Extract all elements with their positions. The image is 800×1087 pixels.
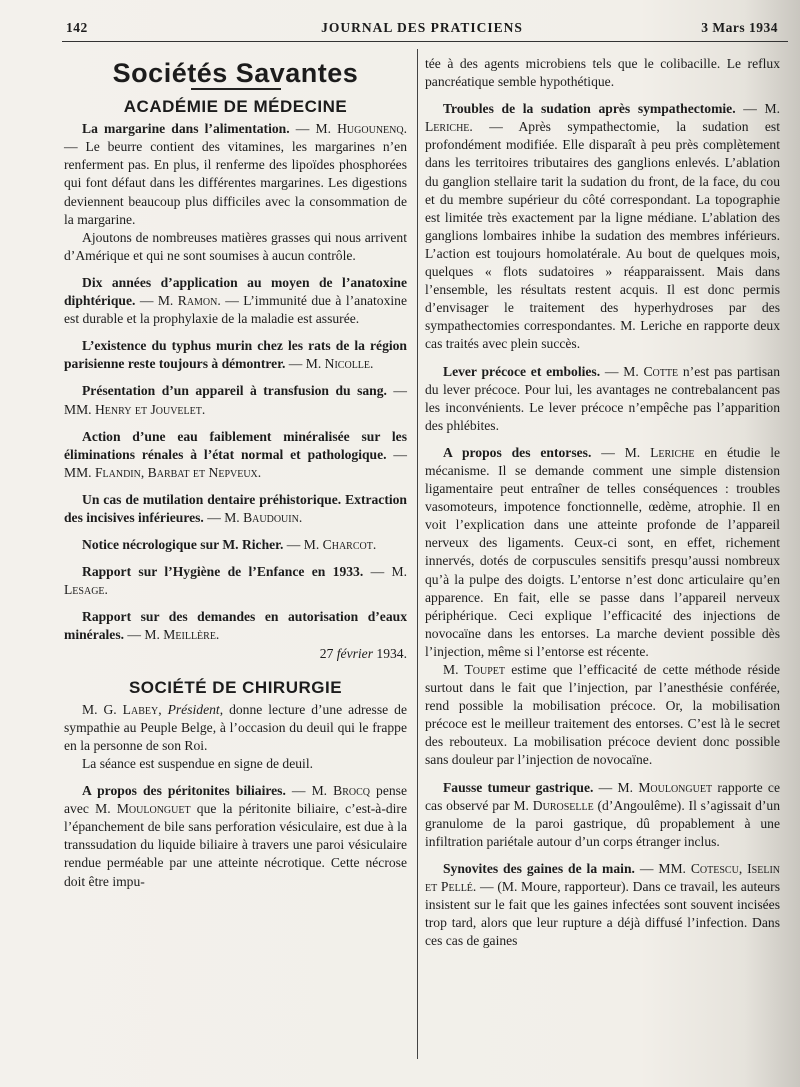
article-body: n’est pas partisan du lever précoce. Pour lui, les avantages ne contrebalancent pas les inconvénients. Le lever précoce n’empêche pas l’apparition des phlébites. — [425, 363, 780, 433]
article-eau-mineralisee — [64, 428, 407, 482]
article-author: — M. Ramon. — [135, 293, 221, 309]
article-author: — M. Charcot. — [283, 537, 377, 553]
article-author: — M. Leriche. — [425, 101, 780, 135]
article-title: Lever précoce et embolies. — [443, 363, 601, 379]
article-body: en étudie le mécanisme. Il se demande comment une simple distension ligamentaire peut entraîner de telles conséquences : troubles vasomoteurs, impotence fonctionnelle, œdème, atrophie. Il en voit l’explication dans une atteinte profonde de l’appareil nerveux des ligaments. Ceux-ci sont, en effet, richement innervés, dotés de corpuscules sensitifs presqu’aussi nombreux qu’à la pulpe des doigts. L’entorse n’est donc articulaire qu’en apparence. En fait, elle se passe dans l’appareil nerveux périphérique. Ceci explique l’efficacité des injections de novocaïne dans les entorses. La marche devient possible dès l’injection, même si l’entorse est récente. — [425, 444, 780, 659]
article-title: Fausse tumeur gastrique. — [443, 779, 594, 795]
article-sudation — [425, 100, 780, 353]
article-title: Rapport sur l’Hygiène de l’Enfance en 1933. — [82, 564, 364, 580]
title-rule — [191, 88, 281, 90]
article-entorses-toupet — [425, 661, 780, 770]
opening-text: , donne lecture d’une adresse de sympathie au Peuple Belge, à l’occasion du deuil qui le frappe en la personne de son Roi. — [64, 701, 407, 753]
article-lever-precoce — [425, 363, 780, 435]
article-peritonites — [64, 782, 407, 891]
article-author: — MM. Henry et Jouvelet. — [64, 383, 407, 417]
article-notice-richer — [64, 536, 407, 554]
article-entorses — [425, 444, 780, 661]
section-title-chirurgie: SOCIÉTÉ DE CHIRURGIE — [128, 677, 343, 697]
article-rapporteur: — (M. Moure, rapporteur). — [476, 879, 629, 895]
article-body: — Après sympathectomie, la sudation est profondément modifiée. Elle disparaît à peu près complètement dans les territoires tributaires des ganglions enlevés. L’ablation du ganglion stellaire tarit la sudation du front, de la face, du cou et du membre supérieur du côté correspondant. La topographie est limitée très exactement par la ligne médiane. L’ablation des ganglions lombaires inhibe la sudation des membres inférieurs. L’action est toujours homolatérale. Au bout de quelques mois, quelques « flots sudatoires » réapparaissent. Mais dans l’ensemble, les résultats restent acquis. Il est donc permis d’envisager le traitement des hyperhydroses par des sympathectomies correspondantes. M. Leriche en rapporte deux cas traités avec plein succès. — [425, 119, 780, 352]
article-author: — M. Leriche — [591, 444, 695, 460]
article-title: A propos des entorses. — [443, 444, 592, 460]
article-author: — M. Lesage. — [64, 564, 407, 598]
article-body: rapporte ce cas observé par — [425, 779, 780, 813]
header-rule — [62, 41, 788, 42]
article-body: Dans ce travail, les auteurs insistent sur le fait que les gaines infectées sont souvent incisées trop tard, alors que leur rupture a déjà diffusé l’infection. Dans ces cas de gaines — [425, 879, 780, 949]
article-hygiene-enfance — [64, 563, 407, 599]
article-transfusion — [64, 382, 407, 418]
article-cited-author: M. Moulonguet — [95, 801, 191, 817]
article-margarine — [64, 120, 407, 229]
article-body-cont: (d’Angoulême). Il s’agissait d’un granulome de la paroi gastrique, dû propablement à une infiltration pariétale autour d’un corps étranger inclus. — [425, 797, 781, 849]
chirurgie-opening — [64, 701, 407, 755]
article-author: — M. Nicolle. — [285, 356, 374, 372]
article-title: Troubles de la sudation après sympathectomie. — [443, 101, 736, 117]
article-body: — L’immunité due à l’anatoxine est durable et la prophylaxie de la maladie est assurée. — [64, 293, 407, 327]
section-title-academie: ACADÉMIE DE MÉDECINE — [123, 97, 348, 117]
article-body: — Le beurre contient des vitamines, les margarines n’en renferment pas. En plus, il renferme des lipoïdes phosphorées qui font défaut dans les différentes margarines. Les digestions deviennent beaucoup plus difficiles avec la consommation de la margarine. — [64, 139, 407, 227]
article-title: Dix années d’application au moyen de l’anatoxine diphtérique. — [64, 274, 407, 309]
article-title: A propos des péritonites biliaires. — [82, 783, 286, 799]
journal-title: JOURNAL DES PRATICIENS — [321, 20, 523, 35]
issue-date: 3 Mars 1934 — [701, 20, 778, 35]
article-author: — MM. Flandin, Barbat et Nepveux. — [64, 446, 407, 480]
article-author: — M. Cotte — [600, 363, 679, 379]
article-title: Rapport sur des demandes en autorisation d’eaux minérales. — [64, 609, 407, 643]
article-cited-author: M. Duroselle — [513, 797, 594, 813]
article-margarine-cont: Ajoutons de nombreuses matières grasses qui nous arrivent d’Amérique et qui ne sont soumises à aucun contrôle. — [64, 229, 407, 263]
chirurgie-suspension: La séance est suspendue en signe de deuil. — [82, 756, 314, 771]
session-date-month: février — [336, 645, 374, 661]
article-body-cont: estime que l’efficacité de cette méthode réside surtout dans le fait que l’injection, par l’anesthésie conférée, rend possible la mobilisation précoce. Or, la mobilisation précoce est le meilleur traitement des entorses. C’est là le secret des rebouteux. La mobilisation précoce devient donc possible sans douleur par l’injection de novocaïne. — [425, 662, 780, 768]
article-author: — M. Moulonguet — [593, 779, 713, 795]
article-title: Notice nécrologique sur M. Richer. — [82, 537, 284, 553]
article-title: L’existence du typhus murin chez les rats de la région parisienne reste toujours à démontrer. — [64, 338, 407, 372]
right-column — [425, 55, 780, 950]
article-anatoxine — [64, 274, 407, 328]
article-author: — M. Meillère. — [124, 627, 220, 643]
article-author: — M. Brocq — [285, 783, 370, 799]
president-role: Président — [167, 701, 220, 717]
article-eaux-minerales — [64, 608, 407, 644]
article-cited-author: M. Toupet — [443, 662, 505, 677]
left-column — [64, 52, 407, 891]
column-divider — [417, 49, 418, 1059]
session-date — [64, 645, 407, 663]
article-body: pense avec — [64, 783, 407, 817]
peritonites-continuation: tée à des agents microbiens tels que le colibacille. Le reflux pancréatique semble hypothétique. — [425, 56, 780, 90]
main-title: Sociétés Savantes — [112, 58, 359, 88]
session-date-year: 1934. — [373, 645, 407, 661]
article-synovites — [425, 860, 780, 950]
article-title: La margarine dans l’alimentation. — [82, 121, 290, 137]
article-title: Synovites des gaines de la main. — [443, 860, 635, 876]
article-title: Présentation d’un appareil à transfusion du sang. — [82, 383, 387, 399]
article-author: — M. Baudouin. — [203, 509, 303, 525]
article-mutilation-dentaire — [64, 491, 407, 527]
page-number: 142 — [66, 20, 88, 35]
article-body-cont: que la péritonite biliaire, c’est-à-dire l’épanchement de bile sans perforation vésiculaire, est due à la transsudation du liquide biliaire à travers une paroi vésiculaire rendue perméable par une atteinte nécrotique. Cette nécrose doit être impu- — [64, 801, 407, 889]
page-header — [62, 18, 782, 38]
president-name: M. G. Labey, — [82, 701, 168, 717]
article-title: Action d’une eau faiblement minéralisée sur les éliminations rénales à l’état normal et pathologique. — [64, 428, 407, 462]
article-title: Un cas de mutilation dentaire préhistorique. Extraction des incisives inférieures. — [64, 491, 407, 525]
article-author: — MM. Cotescu, Iselin et Pellé. — [425, 860, 780, 895]
article-fausse-tumeur — [425, 779, 780, 851]
article-typhus — [64, 337, 407, 373]
session-date-day: 27 — [319, 645, 337, 661]
article-author: — M. Hugounenq. — [289, 121, 407, 137]
